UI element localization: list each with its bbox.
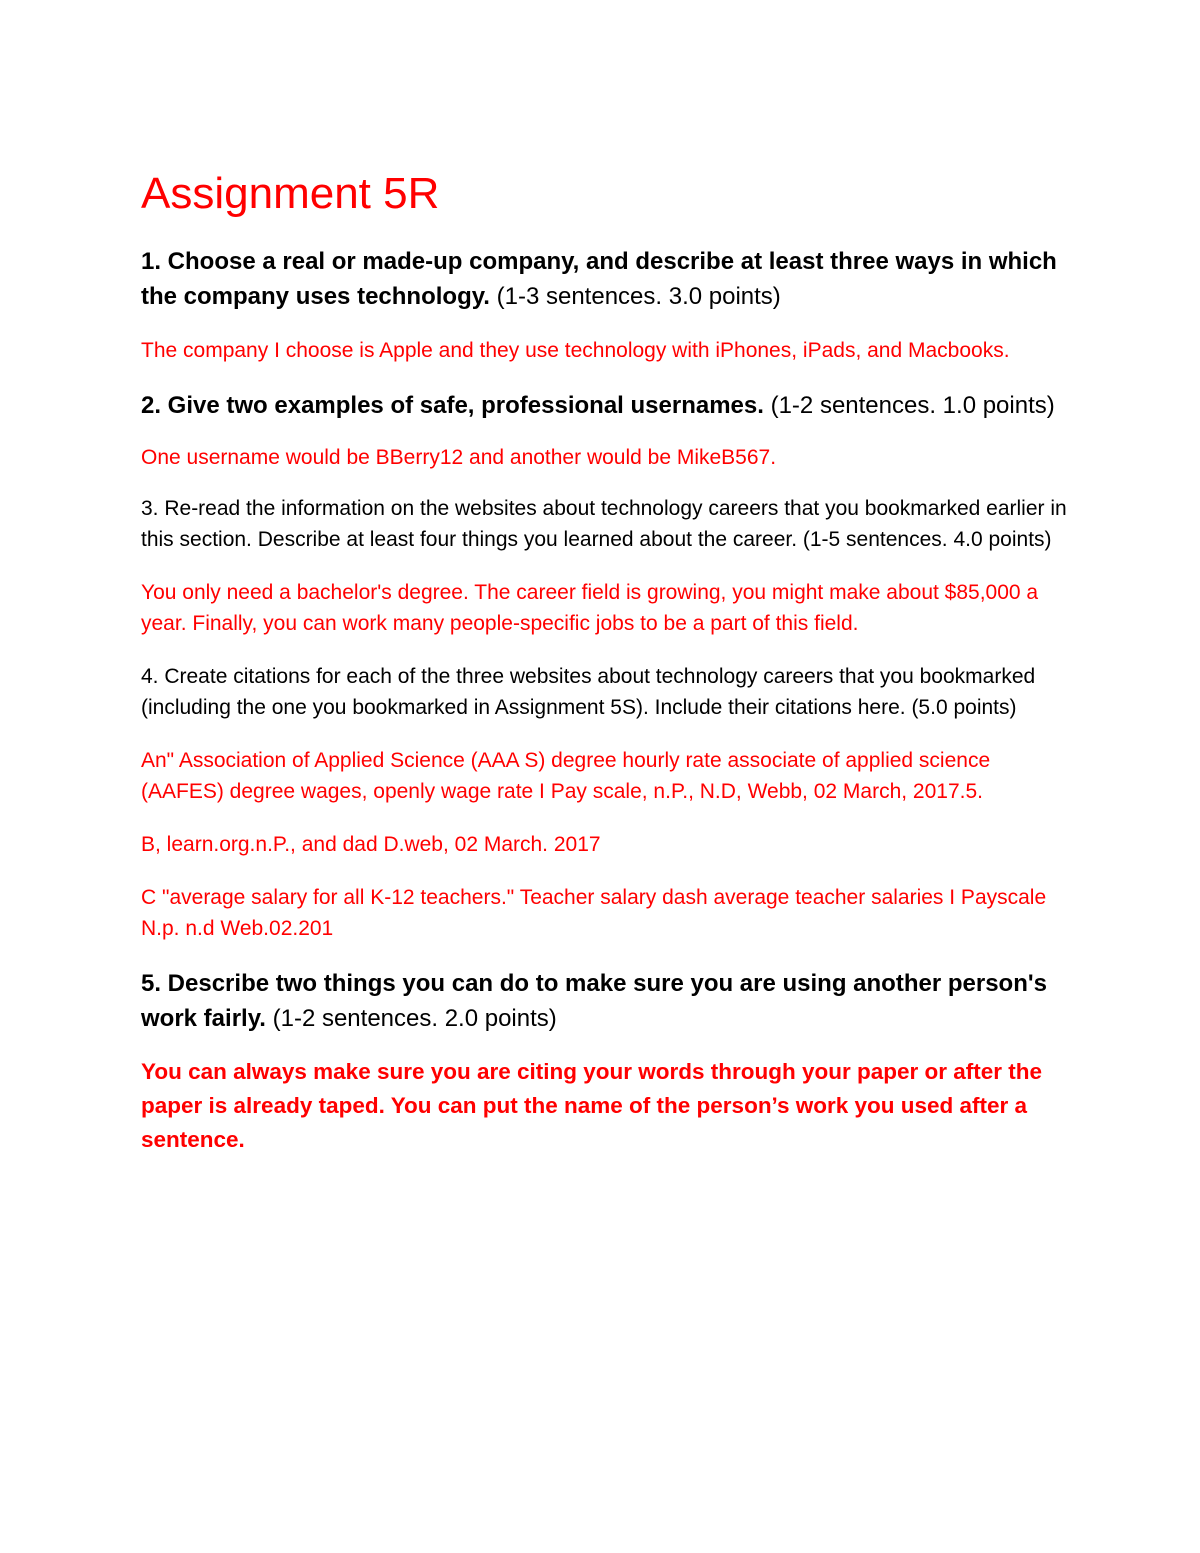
question-4: 4. Create citations for each of the three websites about technology careers that you bookmarked (including the one you bookmarked in Assignment 5S). Include their citations here. (5.0 points)	[141, 665, 1036, 719]
answer-2: One username would be BBerry12 and another would be MikeB567.	[141, 446, 777, 469]
question-5-points: (1-2 sentences. 2.0 points)	[265, 1005, 557, 1032]
question-1	[141, 244, 1071, 314]
document-title: Assignment 5R	[141, 169, 440, 218]
question-3: 3. Re-read the information on the websites about technology careers that you bookmarked earlier in this section. Describe at least four things you learned about the career. (1-5 sentences. 4.0 points)	[141, 497, 1067, 551]
question-2	[141, 388, 1071, 423]
answer-5: You can always make sure you are citing your words through your paper or after the paper is already taped. You can put the name of the person’s work you used after a sentence.	[141, 1059, 1043, 1152]
answer-4-citation-a: An" Association of Applied Science (AAA S) degree hourly rate associate of applied science (AAFES) degree wages, openly wage rate I Pay scale, n.P., N.D, Webb, 02 March, 2017.5.	[141, 749, 991, 803]
question-2-points: (1-2 sentences. 1.0 points)	[763, 392, 1055, 419]
question-5-prompt: 5. Describe two things you can do to make sure you are using another person's work fairly.	[141, 970, 1047, 1032]
question-1-prompt: 1. Choose a real or made-up company, and describe at least three ways in which the company uses technology.	[141, 248, 1057, 310]
answer-3: You only need a bachelor's degree. The career field is growing, you might make about $85,000 a year. Finally, you can work many people-specific jobs to be a part of this field.	[141, 581, 1039, 635]
question-5	[141, 966, 1071, 1036]
question-2-prompt: 2. Give two examples of safe, professional usernames.	[141, 392, 764, 419]
answer-4-citation-c: C "average salary for all K-12 teachers." Teacher salary dash average teacher salaries I Payscale N.p. n.d Web.02.201	[141, 886, 1047, 940]
question-1-points: (1-3 sentences. 3.0 points)	[489, 283, 781, 310]
answer-4-citation-b: B, learn.org.n.P., and dad D.web, 02 March. 2017	[141, 833, 601, 856]
document-content	[141, 164, 1071, 1157]
answer-1: The company I choose is Apple and they use technology with iPhones, iPads, and Macbooks.	[141, 339, 1010, 362]
